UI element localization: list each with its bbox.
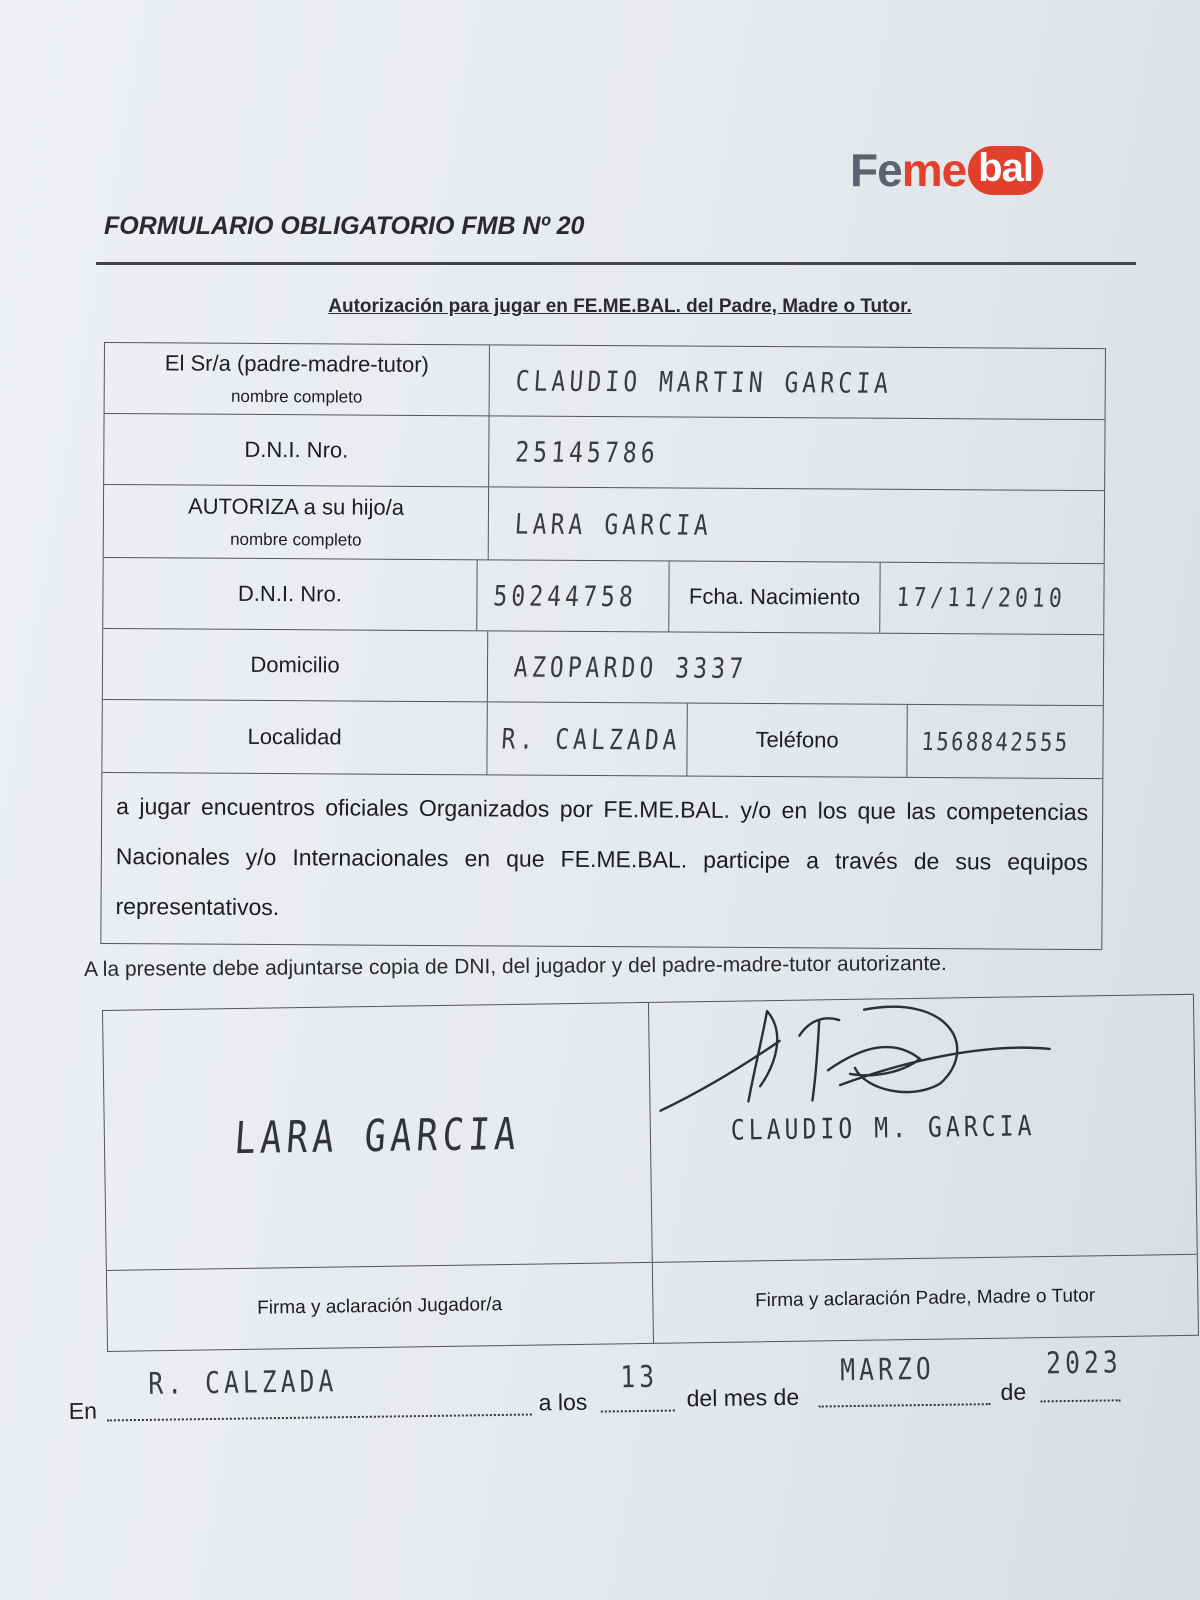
- month-value[interactable]: MARZO: [840, 1351, 936, 1389]
- month-dotted-line: [819, 1403, 991, 1407]
- child-name-cell[interactable]: [489, 487, 1104, 563]
- address-label: Domicilio: [250, 651, 340, 678]
- parent-signature-label: Firma y aclaración Padre, Madre o Tutor: [754, 1285, 1096, 1312]
- player-signature-label: Firma y aclaración Jugador/a: [257, 1294, 503, 1319]
- child-name-value: LARA GARCIA: [513, 507, 714, 542]
- child-dni-label: D.N.I. Nro.: [237, 580, 342, 607]
- row-child-name: [104, 485, 1104, 564]
- signature-label-row: [107, 1255, 1198, 1351]
- player-signature-area[interactable]: [103, 1003, 652, 1270]
- place-dotted-line: [107, 1414, 532, 1422]
- logo-part-bal: bal: [968, 146, 1043, 195]
- row-child-dni: [103, 558, 1103, 635]
- phone-label-cell: [687, 704, 907, 777]
- signature-table: [102, 994, 1199, 1352]
- address-label-cell: [103, 629, 488, 701]
- child-dni-label-cell: [103, 558, 477, 630]
- parent-signature-scribble: [648, 985, 1170, 1123]
- player-label-cell: [107, 1263, 654, 1351]
- date-place-line: [68, 1343, 1149, 1428]
- phone-value: 1568842555: [920, 726, 1071, 757]
- child-sub-label: nombre completo: [230, 529, 362, 550]
- parent-dni-label-cell: [104, 414, 489, 486]
- child-label-cell: [104, 485, 489, 559]
- parent-name-cell[interactable]: [490, 345, 1105, 419]
- day-dotted-line: [601, 1410, 675, 1413]
- mes-label: del mes de: [686, 1383, 800, 1412]
- child-dni-cell[interactable]: [477, 560, 669, 631]
- row-address: [103, 629, 1103, 706]
- year-dotted-line: [1041, 1399, 1121, 1402]
- parent-dni-value: 25145786: [514, 435, 660, 469]
- form-title: FORMULARIO OBLIGATORIO FMB Nº 20: [104, 212, 585, 240]
- locality-label-cell: [102, 700, 487, 774]
- attachment-note: A la presente debe adjuntarse copia de DNI, del jugador y del padre-madre-tutor autorizante.: [84, 951, 947, 981]
- phone-cell[interactable]: [907, 705, 1102, 778]
- signature-row: [103, 995, 1197, 1271]
- title-divider: [96, 262, 1136, 265]
- a-los-label: a los: [538, 1388, 588, 1416]
- birth-date-cell[interactable]: [881, 563, 1104, 634]
- parent-sub-label: nombre completo: [230, 386, 363, 407]
- row-locality: [102, 700, 1102, 779]
- parent-dni-cell[interactable]: [489, 416, 1104, 490]
- parent-label-cell: [105, 343, 490, 415]
- place-value[interactable]: R. CALZADA: [148, 1364, 338, 1402]
- birth-label: Fcha. Nacimiento: [688, 583, 861, 610]
- locality-cell[interactable]: [487, 702, 687, 775]
- address-value: AZOPARDO 3337: [512, 650, 749, 685]
- birth-label-cell: [669, 561, 881, 632]
- parent-label: El Sr/a (padre-madre-tutor): [164, 350, 429, 377]
- day-value[interactable]: 13: [620, 1359, 659, 1396]
- locality-label: Localidad: [247, 723, 342, 750]
- form-subtitle: Autorización para jugar en FE.ME.BAL. del Padre, Madre o Tutor.: [328, 296, 912, 317]
- row-parent-name: [105, 343, 1105, 420]
- row-paragraph: [101, 773, 1102, 949]
- phone-label: Teléfono: [755, 726, 839, 753]
- parent-signature-area[interactable]: [648, 995, 1196, 1262]
- authorization-paragraph: a jugar encuentros oficiales Organizados por FE.ME.BAL. y/o en los que las competencias Nacionales y/o Internacionales en que FE.ME.BAL. participe a través de sus equipos representativos.: [115, 793, 1089, 921]
- address-cell[interactable]: [488, 631, 1103, 705]
- parent-clarification: CLAUDIO M. GARCIA: [730, 1109, 1036, 1147]
- child-dni-value: 50244758: [492, 578, 638, 613]
- authorize-label: AUTORIZA a su hijo/a: [187, 493, 405, 520]
- logo-part-me: me: [901, 144, 967, 196]
- parent-label-cell: [652, 1255, 1198, 1343]
- en-label: En: [68, 1397, 98, 1424]
- row-parent-dni: [104, 414, 1104, 491]
- locality-value: R. CALZADA: [500, 721, 682, 757]
- authorization-table: [100, 342, 1106, 950]
- logo-part-fe: Fe: [850, 144, 902, 196]
- parent-name-value: CLAUDIO MARTIN GARCIA: [514, 364, 894, 400]
- player-signature: LARA GARCIA: [232, 1108, 522, 1165]
- de-label: de: [1000, 1378, 1027, 1405]
- birth-date-value: 17/11/2010: [895, 582, 1068, 614]
- femebal-logo: [850, 140, 1043, 200]
- year-value[interactable]: 2023: [1045, 1345, 1123, 1382]
- parent-dni-label: D.N.I. Nro.: [244, 436, 349, 463]
